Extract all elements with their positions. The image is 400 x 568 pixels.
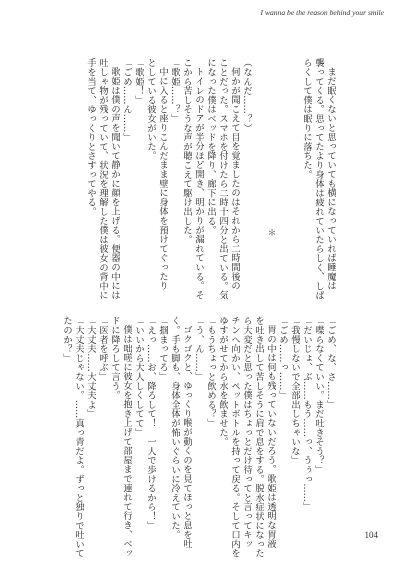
text-line: 中に入ると座りこんだまま壁に身体を預けてぐったり bbox=[157, 67, 168, 291]
upper-text-column bbox=[84, 58, 336, 300]
dialogue-line: 「大丈夫じゃない。……真っ青だよ。ずっと独りで吐いて bbox=[73, 316, 84, 558]
text-line: こから苦しそうな声が聴こえて駆け出した。 bbox=[181, 58, 192, 244]
text-line: ゆすがせてから水を飲ませた。 bbox=[217, 316, 228, 447]
lower-text-column bbox=[60, 316, 336, 558]
dialogue-line: 「医者を呼ぶ」 bbox=[97, 316, 108, 382]
dialogue-line: 「ごめ、な、さ……」 bbox=[325, 316, 336, 409]
text-line: としている彼女がいた。 bbox=[145, 58, 156, 161]
dialogue-line: 「ごめ……ん……」 bbox=[121, 58, 132, 142]
text-line: ゴクゴクと、ゆっくり喉が動くのを見てほっと息を吐 bbox=[181, 325, 192, 549]
blank-line bbox=[252, 58, 264, 300]
text-line: を吐き出して苦しそうに肩で息をする。脱水症状になった bbox=[253, 316, 264, 558]
text-line: チンへ向かい、ペットボトルを持って戻る。そして口内を bbox=[229, 316, 240, 558]
dialogue-line: 「歌姫……？」 bbox=[169, 58, 180, 124]
dialogue-line: たのか？」 bbox=[61, 316, 72, 363]
text-line: 襲ってくる。思ってたより身体は疲れていたらしく、しば bbox=[313, 58, 324, 300]
dialogue-line: 「えっ……お、降ろして！ 一人で歩けるから！」 bbox=[145, 316, 156, 530]
dialogue-line: 「いいから大人しくしてて」 bbox=[133, 316, 144, 437]
text-line: ら大変だと思った僕はちょっとだけ待ってと言ってキッ bbox=[241, 316, 252, 549]
text-line: 歌姫は僕の声を聞いて静かに顔を上げる。便器の中には bbox=[109, 67, 120, 300]
text-line: く。手も脚も、身体全体が怖いぐらいに冷えていた。 bbox=[169, 316, 180, 540]
text-line: トイレのドアが半分ほど開き、明かりが漏れている。そ bbox=[193, 67, 204, 300]
text-line: になった僕はベッドを降り、廊下に出る。 bbox=[205, 58, 216, 235]
text-line: 胃の中は何も残っていないだろう。歌姫は透明な胃液 bbox=[265, 325, 276, 549]
text-line: （なんだ……？） bbox=[241, 58, 252, 133]
text-line: まだ眠くないと思っていても横になっていれば睡魔は bbox=[325, 67, 336, 291]
text-line: 僕は咄嗟に彼女を抱き上げて部屋まで連れて行き、ベッ bbox=[121, 325, 132, 558]
dialogue-line: 「ごめ……っ……」 bbox=[277, 316, 288, 400]
running-header: I wanna be the reason behind your smile bbox=[260, 8, 384, 17]
dialogue-line: 「もうちょっと飲める？」 bbox=[205, 316, 216, 428]
blank-line bbox=[276, 58, 288, 300]
blank-line bbox=[288, 58, 300, 300]
text-line: 手を当て、ゆっくりとさすってやる。 bbox=[85, 58, 96, 217]
dialogue-line: 「我慢しないで全部出しちゃいな」 bbox=[289, 316, 300, 465]
page-number: 104 bbox=[364, 530, 378, 540]
text-line: ことだった。スマホを付けたら二時十四分と出ている。気 bbox=[217, 58, 228, 300]
dialogue-line: 「大丈夫……大丈夫よ」 bbox=[85, 316, 96, 419]
scene-break-mark: ＊ bbox=[265, 228, 276, 238]
text-line: らくして僕は眠りに落ちた。 bbox=[301, 58, 312, 179]
text-line: 吐しゃ物が残っていて、状況を理解した僕は彼女の背中に bbox=[97, 58, 108, 300]
dialogue-line: 「喋らなくていい。まだ吐きそう？」 bbox=[313, 316, 324, 475]
dialogue-line: 「歌姫！」 bbox=[133, 58, 144, 105]
dialogue-line: 「だいじょ、ぶ……もう……っ、うぅっ……」 bbox=[301, 316, 312, 512]
dialogue-line: 「う、ん……」 bbox=[193, 316, 204, 382]
text-line: ドに降ろして言う。 bbox=[109, 316, 120, 400]
text-line: 何かが聞こえて目を覚ましたのはそれから二時間後の bbox=[229, 67, 240, 291]
dialogue-line: 「掴まってろ」 bbox=[157, 316, 168, 382]
